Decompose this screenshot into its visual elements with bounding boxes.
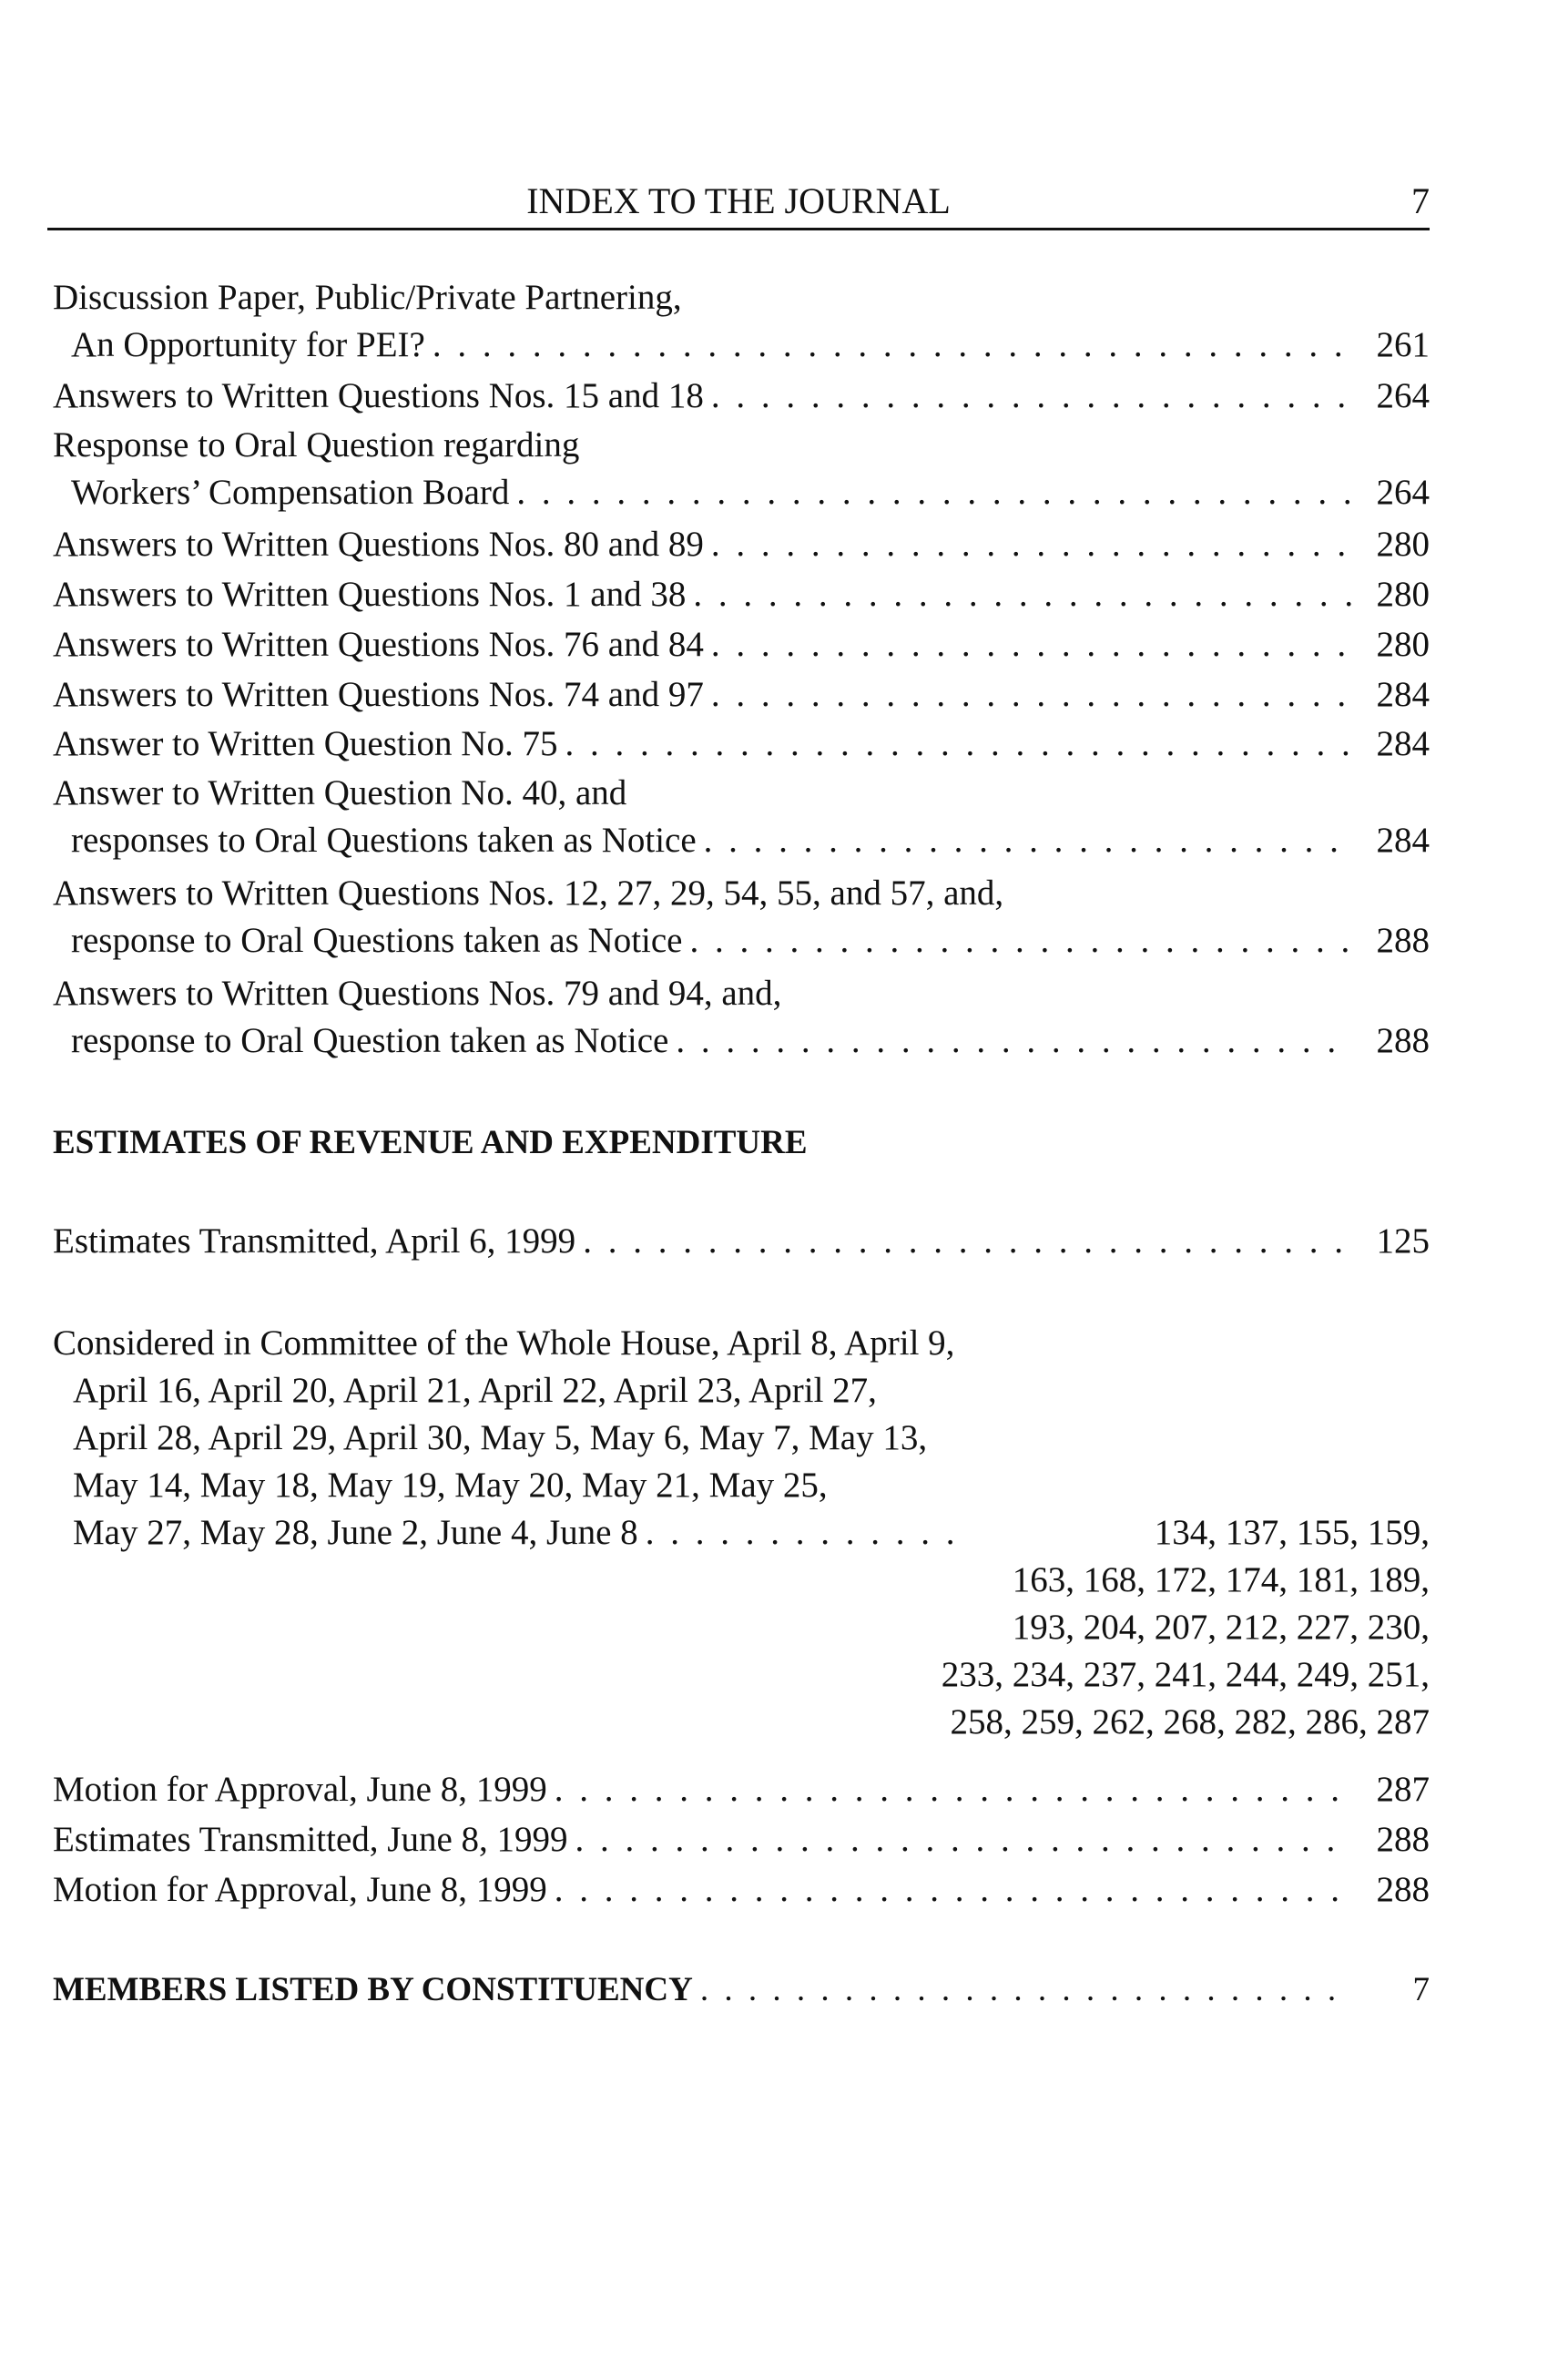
entry-page: 288 [1376, 1820, 1430, 1859]
dot-leader [711, 373, 1351, 420]
entry-page: 264 [1376, 376, 1430, 415]
entry-page: 288 [1376, 1870, 1430, 1909]
entry-text: Estimates Transmitted, June 8, 1999 [53, 1820, 568, 1859]
entry-page-continued: 193, 204, 207, 212, 227, 230, [1012, 1608, 1430, 1647]
index-entry [53, 770, 1430, 864]
index-entry [53, 571, 1430, 618]
entry-page: 288 [1376, 1021, 1430, 1060]
entry-text: Discussion Paper, Public/Private Partnering, [53, 278, 682, 317]
entry-text: responses to Oral Questions taken as Notice [71, 821, 697, 860]
index-entry-committee [53, 1320, 1430, 1746]
index-entry [53, 1816, 1430, 1864]
dot-leader [711, 521, 1351, 568]
entry-page: 284 [1376, 675, 1430, 714]
index-entry [53, 1218, 1430, 1265]
entry-page: 280 [1376, 625, 1430, 664]
dot-leader [565, 720, 1351, 768]
entry-page-continued: 163, 168, 172, 174, 181, 189, [1012, 1560, 1430, 1599]
entry-text: Workers’ Compensation Board [71, 473, 510, 512]
section-heading-text: MEMBERS LISTED BY CONSTITUENCY [53, 1971, 693, 2008]
index-entry [53, 1866, 1430, 1914]
entry-text: Answer to Written Question No. 40, and [53, 773, 627, 812]
entry-text: An Opportunity for PEI? [71, 325, 425, 364]
dot-leader [711, 621, 1351, 669]
entry-page: 280 [1376, 575, 1430, 614]
dot-leader [690, 917, 1352, 965]
index-entry [53, 970, 1430, 1065]
entry-page: 288 [1376, 921, 1430, 960]
dot-leader [700, 1966, 1351, 2014]
running-head [47, 178, 1430, 225]
header-rule [47, 228, 1430, 230]
index-entry [53, 1766, 1430, 1813]
dot-leader [583, 1218, 1351, 1265]
entry-text: April 16, April 20, April 21, April 22, April 23, April 27, [73, 1371, 877, 1410]
entry-text: Answers to Written Questions Nos. 12, 27, 29, 54, 55, and 57, and, [53, 873, 1004, 913]
entry-text: Estimates Transmitted, April 6, 1999 [53, 1221, 576, 1261]
index-entry [53, 870, 1430, 965]
entry-text: May 14, May 18, May 19, May 20, May 21, May 25, [73, 1466, 828, 1505]
entry-text: Motion for Approval, June 8, 1999 [53, 1870, 547, 1909]
entry-text: Answers to Written Questions Nos. 76 and 84 [53, 625, 704, 664]
entry-page: 264 [1376, 473, 1430, 512]
index-entry [53, 671, 1430, 719]
entry-page: 280 [1376, 525, 1430, 564]
dot-leader [646, 1509, 955, 1557]
entry-text: response to Oral Questions taken as Notice [71, 921, 683, 960]
entry-text: Answer to Written Question No. 75 [53, 724, 558, 763]
index-entry [53, 521, 1430, 568]
section-heading-estimates [53, 1119, 1430, 1167]
entry-page: 134, 137, 155, 159, [1154, 1513, 1430, 1552]
entry-text: Answers to Written Questions Nos. 80 and 89 [53, 525, 704, 564]
entry-text: Answers to Written Questions Nos. 15 and 18 [53, 376, 704, 415]
entry-page-continued: 233, 234, 237, 241, 244, 249, 251, [941, 1655, 1430, 1694]
index-entry [53, 621, 1430, 669]
entry-text: Answers to Written Questions Nos. 1 and 38 [53, 575, 687, 614]
entry-text: response to Oral Question taken as Notice [71, 1021, 669, 1060]
section-heading-text: ESTIMATES OF REVENUE AND EXPENDITURE [53, 1124, 808, 1161]
entry-text: Motion for Approval, June 8, 1999 [53, 1770, 547, 1809]
entry-page-continued: 258, 259, 262, 268, 282, 286, 287 [950, 1702, 1430, 1742]
page-number: 7 [1411, 180, 1430, 221]
index-entry [53, 720, 1430, 768]
entry-page: 7 [1412, 1971, 1430, 2008]
dot-leader [711, 671, 1351, 719]
dot-leader [555, 1766, 1351, 1813]
running-head-title: INDEX TO THE JOURNAL [526, 180, 951, 221]
entry-text: Answers to Written Questions Nos. 74 and 97 [53, 675, 704, 714]
dot-leader [704, 817, 1351, 864]
entry-page: 284 [1376, 821, 1430, 860]
entry-page: 125 [1376, 1221, 1430, 1261]
entry-page: 287 [1376, 1770, 1430, 1809]
entry-text: Answers to Written Questions Nos. 79 and 94, and, [53, 974, 782, 1013]
dot-leader [693, 571, 1351, 618]
entry-page: 284 [1376, 724, 1430, 763]
index-entry [53, 373, 1430, 420]
dot-leader [575, 1816, 1352, 1864]
entry-page: 261 [1376, 325, 1430, 364]
index-entry [53, 422, 1430, 516]
dot-leader [433, 322, 1351, 369]
entry-text: Considered in Committee of the Whole House, April 8, April 9, [53, 1323, 955, 1363]
dot-leader [516, 469, 1351, 516]
dot-leader [676, 1017, 1351, 1065]
entry-text: May 27, May 28, June 2, June 4, June 8 [73, 1513, 638, 1552]
index-entry [53, 274, 1430, 369]
dot-leader [555, 1866, 1351, 1914]
section-heading-members [53, 1966, 1430, 2014]
entry-text: April 28, April 29, April 30, May 5, May 6, May 7, May 13, [73, 1418, 928, 1457]
entry-text: Response to Oral Question regarding [53, 425, 580, 465]
